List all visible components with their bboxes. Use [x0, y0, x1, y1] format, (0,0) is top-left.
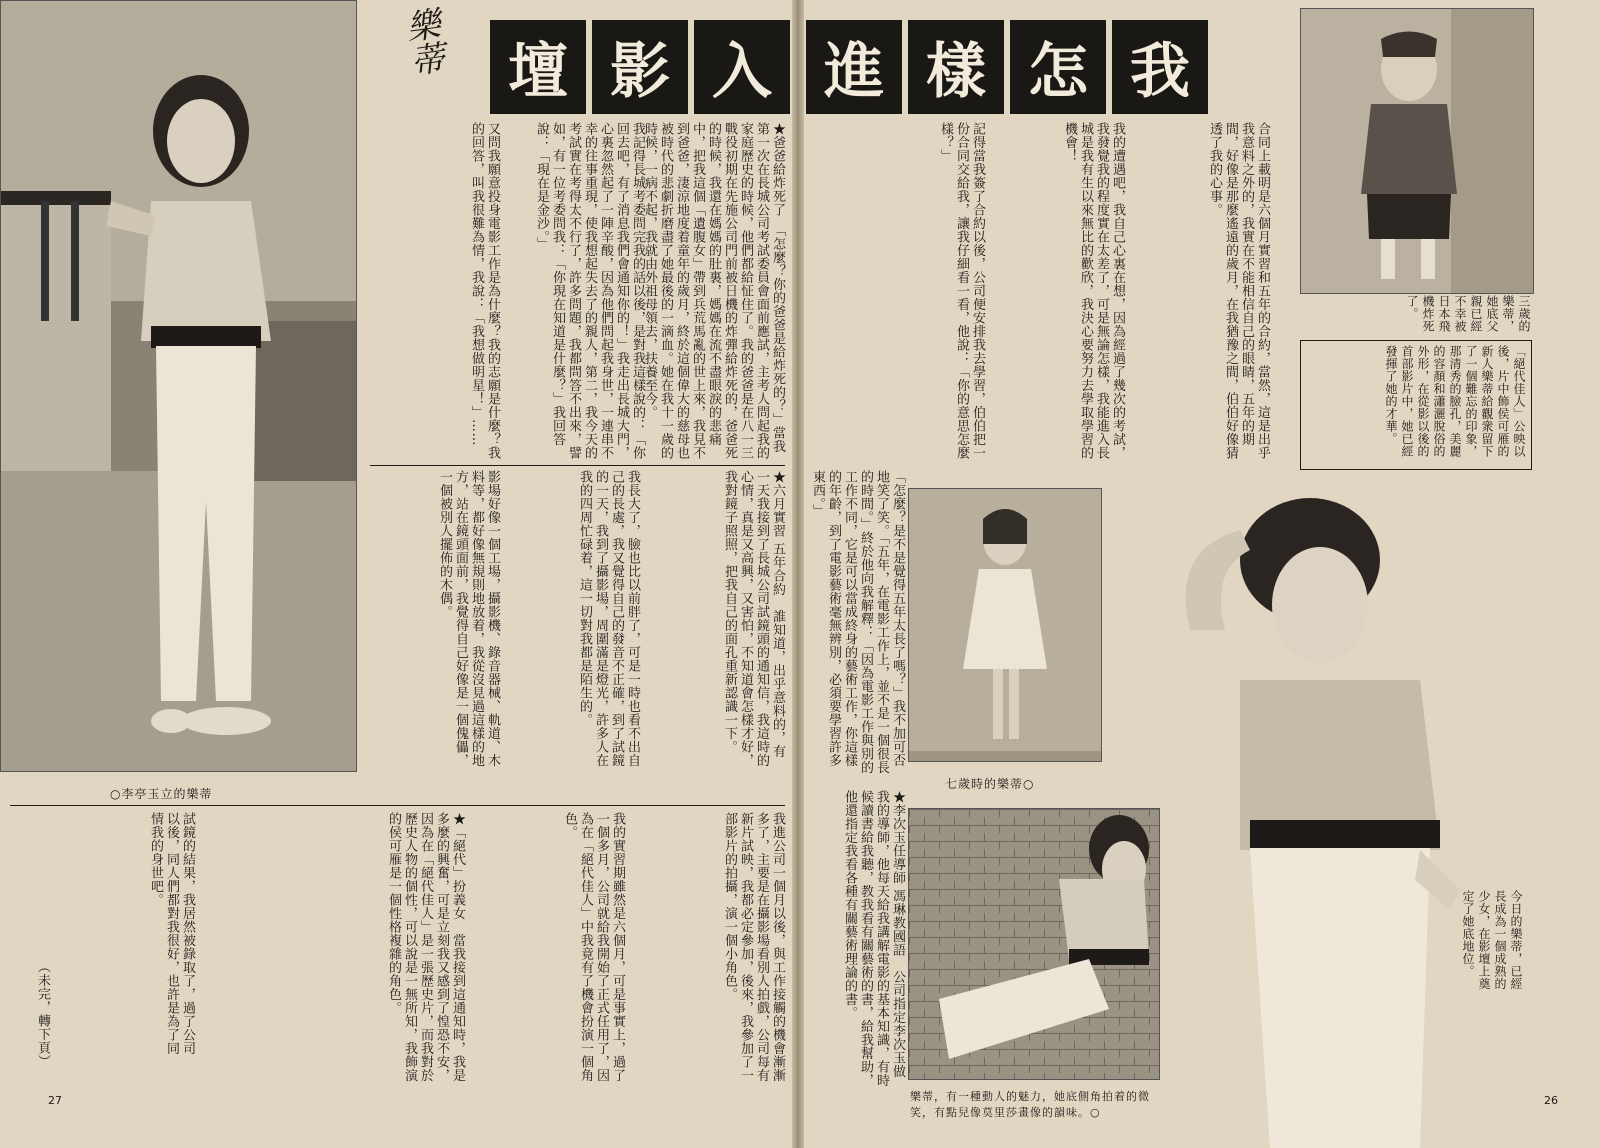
page-number-left: 27	[48, 1094, 62, 1107]
article-column: ★爸爸給炸死了 「怎麼？你的爸爸是給炸死的？」當我第一次在長城公司考試委員會面前應試，主考人問起我的家庭歷史的時候，他們都給怔住了。我的爸爸是在八一三戰役初期在先施公司門前被日機的炸彈給炸死的，爸爸死的時候，我還在媽媽的肚裏，媽媽在流不盡眼淚的悲痛中，把我這個「遺腹女」帶到兵荒馬亂的世上來，我見不到爸爸，淒涼地度着童年的歲月，終於這個偉大的慈母也被時代的悲劇折磨盡了她最後的一滴血。她在我十一歲的時候，一病不起，我就由外祖母領去，扶養至今。	[642, 122, 785, 460]
page-number-right: 26	[1544, 1094, 1558, 1107]
article-column: 我記得長城考委問完我的話以後，是對我這樣說的：「你回去吧，有了消息我們會通知你的！」我走出長城大門，心裏忽然起了一陣辛酸，因為他們問起我身世，一連串不幸的往事重現，使我想起失去了的親人，第二，我今天的考試實在考得太不行了，許多問題，我都問答不出來，譬如，有一位考委問我：「你現在知道是什麼？」我回答說：「現在是金沙。」	[534, 122, 645, 460]
portrait-photo	[1130, 490, 1462, 1148]
reclining-photo-image	[909, 809, 1159, 1079]
title-char: 入	[694, 20, 790, 114]
seven-year-caption: 七歲時的樂蒂○	[945, 777, 1035, 791]
title-char: 我	[1112, 20, 1208, 114]
portrait-photo-image	[1130, 490, 1462, 1148]
reclining-photo	[908, 808, 1160, 1080]
title-char: 進	[806, 20, 902, 114]
seven-year-photo-image	[909, 489, 1101, 761]
article-column: ★李次玉任導師 馮琳教國語 公司指定李次玉做我的導師，他每天給我講解電影的基本知識，有時候讀書給我聽，教我看有關藝術的書，給我幫助，他還指定我看各種有關藝術理論的書。	[842, 790, 905, 1087]
seven-year-photo	[908, 488, 1102, 762]
standing-photo	[0, 0, 357, 772]
child-photo-image	[1301, 9, 1533, 293]
standing-caption: ○李亭玉立的樂蒂	[110, 787, 213, 801]
article-column: 記得當我簽了合約以後，公司便安排我去學習，伯伯把一份合同交給我，讓我仔細看一看，他說：「你的意思怎麼樣？」	[938, 122, 985, 460]
intro-note: 「絕代佳人」公映以後，片中飾侯可雁的新人樂蒂給觀衆留下了一個難忘的印象，那清秀的臉孔，美麗的容顏和瀟灑脫俗的外形，在從影以後的首部影片中，她已經發揮了她的才華。	[1300, 340, 1532, 470]
article-column: 「怎麼？是不是覺得五年太長了嗎？」我不加可否地笑了笑。「五年，在電影工作上，並不是一個很長的時間。」終於他向我解釋：「因為電影工作與別的工作不同，它是可以當成終身的藝術工作，你這樣的年齡，到了電影藝術毫無辨別，必須要學習許多東西。」	[810, 470, 905, 774]
article-column: 影場好像一個工場，攝影機、錄音器械、軌道、木料等，都好像無規則地放着，我從沒見過這樣的地方，站在鏡頭面前，我覺得自己好像是一個傀儡，一個被別人擺佈的木偶。	[437, 470, 500, 767]
portrait-caption: 今日的樂蒂，已經長成為一個成熟的少女，在影壇上奠定了她底地位。	[1461, 890, 1523, 990]
article-column: ★六月實習 五年合約 誰知道，出乎意料的，有一天我接到了長城公司試鏡頭的通知信，我這時的心情，真是又高興，又害怕，不知道會怎樣才好，我對鏡子照照，把我自己的面孔重新認識一下。	[722, 470, 785, 767]
author-signature: 樂蒂	[397, 5, 447, 79]
continued-note: （未完，轉下頁）	[35, 960, 50, 1068]
article-column: 試鏡的結果，我居然被錄取了，過了公司以後，同人們都對我很好，也許是為了同情我的身世吧。	[148, 812, 195, 1055]
reclining-caption: 樂蒂，有一種動人的魅力，她底側角拍着的微笑，有點兒像莫里莎畫像的韻味。○	[910, 1090, 1150, 1119]
standing-photo-image	[1, 1, 356, 771]
column-divider	[370, 465, 785, 466]
child-photo	[1300, 8, 1534, 294]
article-column: 我的實習期雖然是六個月，可是事實上，過了一個多月，公司就給我開始了正式任用了，因為在「絕代佳人」中我竟有了機會扮演一個角色。	[562, 812, 625, 1082]
title-char: 影	[592, 20, 688, 114]
column-divider	[10, 805, 785, 806]
title-char: 樣	[908, 20, 1004, 114]
article-column: 我長大了，臉也比以前胖了，可是一時也看不出自己的長處，我又覺得自己的發音不正確，到了試鏡的一天，我到了攝影場，周圍滿是燈光，許多人在我的四周忙碌着，這一切對我都是陌生的。	[577, 470, 640, 767]
child-caption: 三歲的樂蒂，她底父親已經不幸被日本飛機炸死了。	[1405, 295, 1531, 333]
article-column: 我的遭遇吧，我自己心裏在想，因為經過了幾次的考試，我發覺我的程度實在太差了，可是無論怎樣，我能進入長城是我有生以來無比的歡欣，我決心要努力去學取學習的機會！	[1062, 122, 1125, 460]
title-char: 壇	[490, 20, 586, 114]
spine	[792, 0, 804, 1148]
article-column: ★「絕代」扮義女 當我接到這通知時，我是多麼的興奮，可是立刻我又感到了惶恐不安，因為在「絕代佳人」是一張歷史片，而我對於歷史人物的個性，可以說是一無所知，我飾演的侯可雁是一個性格複雜的角色。	[386, 812, 465, 1082]
article-column: 合同上載明是六個月實習和五年的合約，當然，這是出乎我意料之外的，我實在不能相信自己的眼睛，五年的期間，好像是那麼遙遠的歲月，在我猶豫之間，伯伯好像猜透了我的心事。	[1207, 122, 1270, 460]
title-char: 怎	[1010, 20, 1106, 114]
article-column: 又問我願意投身電影工作是為什麼？我的志願是什麼？我的回答，叫我很難為情，我說：「我想做明星！」……	[469, 122, 500, 460]
article-column: 我進公司一個月以後，與工作接觸的機會漸漸多了，主要是在攝影場看別人拍戲，公司每有新片試映，我都必定參加，後來，我參加了一部影片的拍攝，演一個小角色。	[722, 812, 785, 1082]
